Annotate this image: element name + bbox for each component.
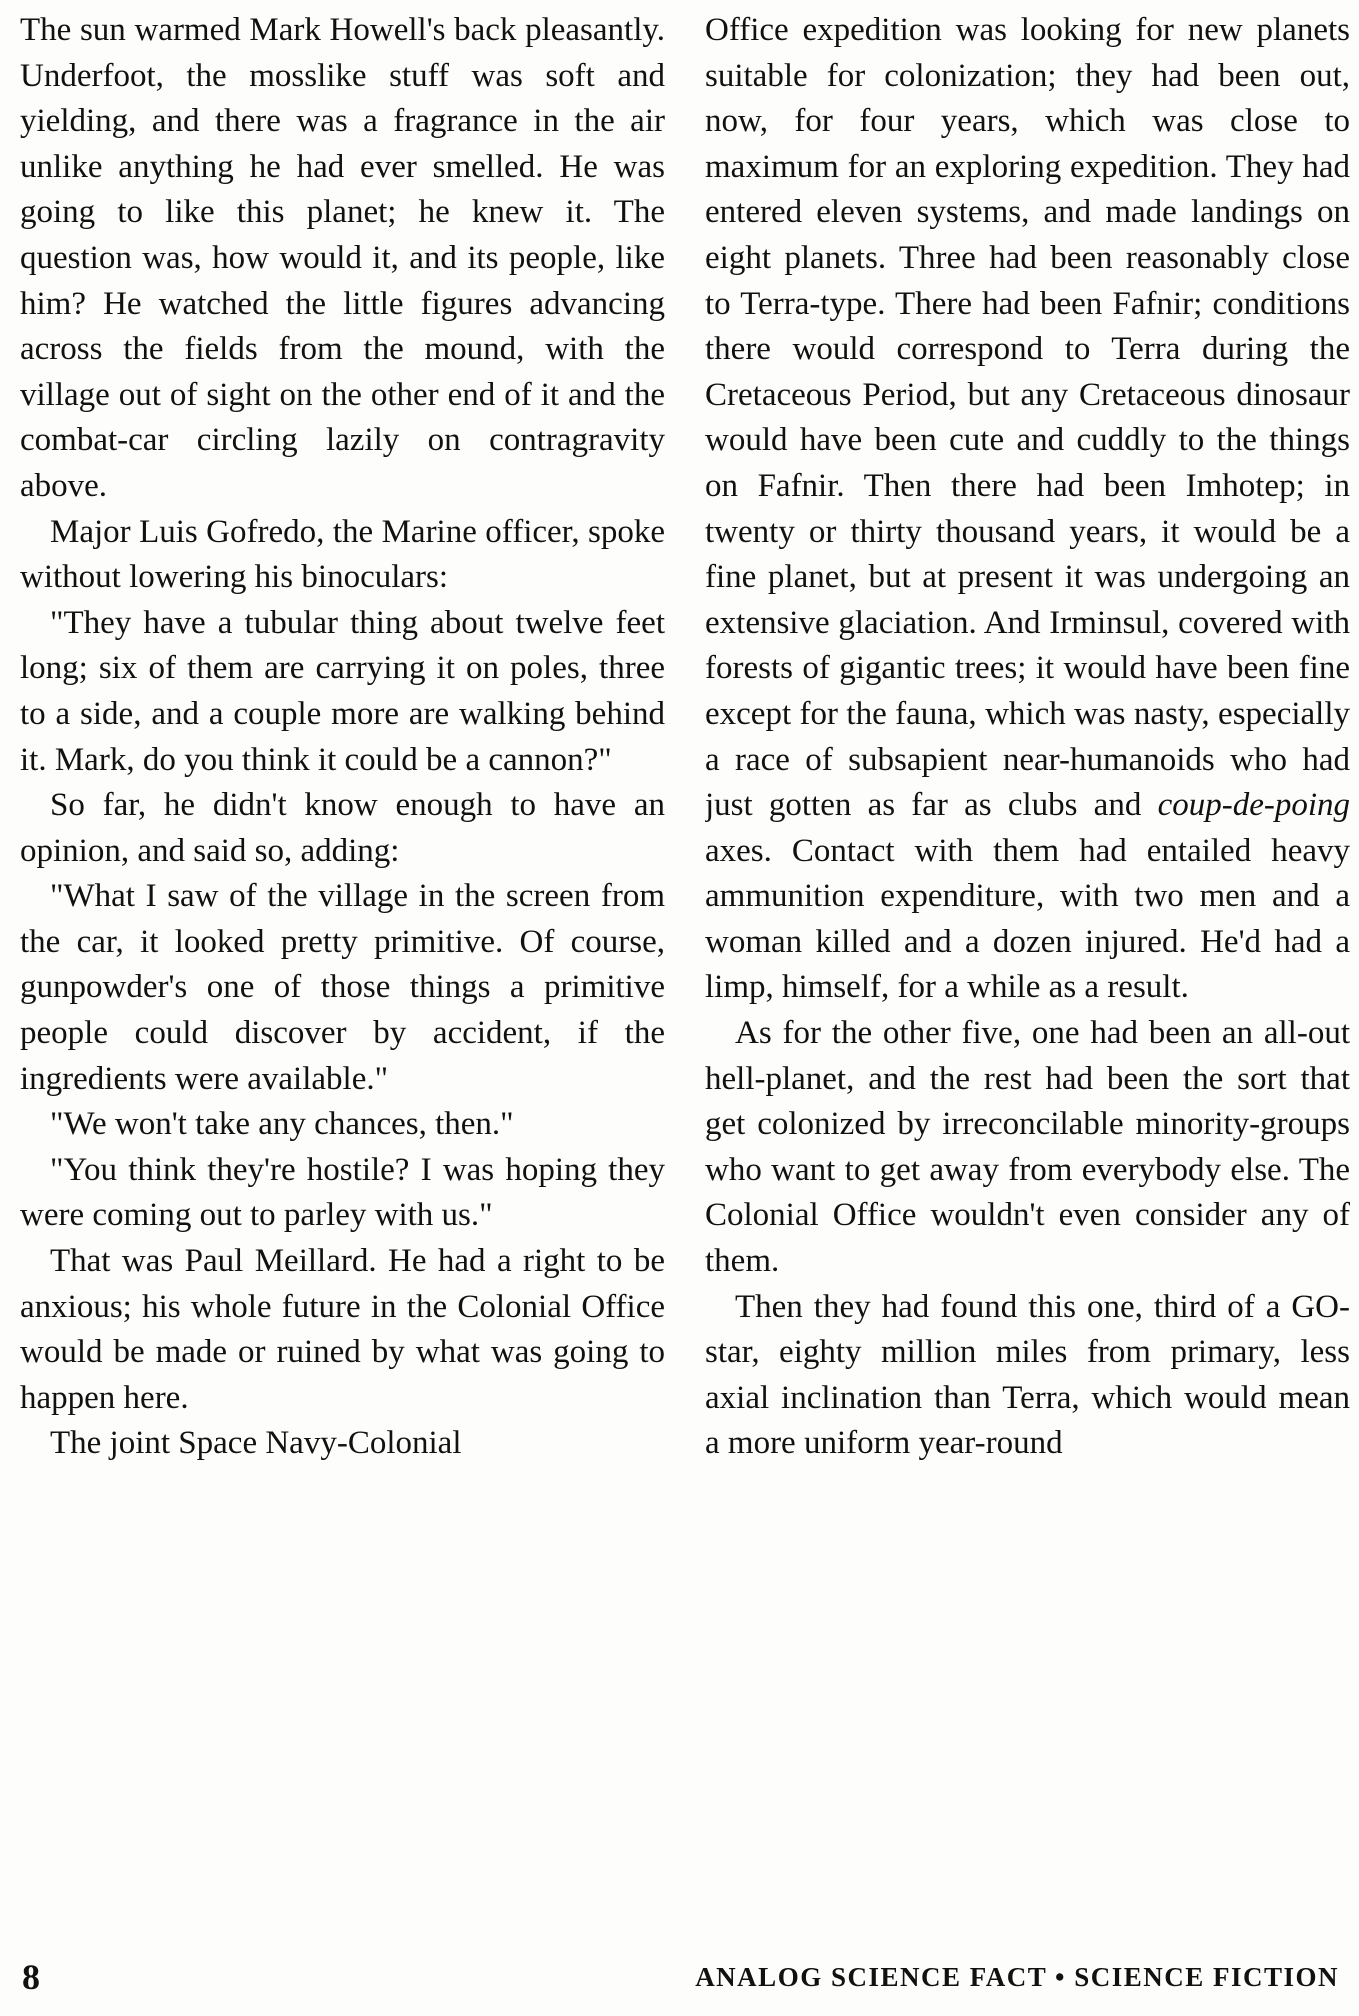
- paragraph: [705, 8, 1350, 1011]
- paragraph: Then they had found this one, third of a GO-star, eighty million miles from primary, less axial inclination than Terra, which would mean a more uniform year-round: [705, 1288, 1350, 1462]
- text-columns: [20, 8, 1350, 1913]
- paragraph: That was Paul Meillard. He had a right to be anxious; his whole future in the Colonial Office would be made or ruined by what was going to happen here.: [20, 1243, 665, 1416]
- paragraph-text: Office expedition was looking for new planets suitable for colonization; they had been out, now, for four years, which was close to maximum for an exploring expedition. They had entered eleven systems, and made landings on eight planets. Three had been reasonably close to Terra-type. There had been Fafnir; conditions there would correspond to Terra during the Cretaceous Period, but any Cretaceous dinosaur would have been cute and cuddly to the things on Fafnir. Then there had been Imhotep; in twenty or thirty thousand years, it would be a fine planet, but at present it was undergoing an extensive glaciation. And Irminsul, covered with forests of gigantic trees; it would have been fine except for the fauna, which was nasty, especially a race of subsapient near-humanoids who had just gotten as far as clubs and: [705, 12, 1350, 824]
- right-column: [705, 8, 1350, 1913]
- paragraph: "What I saw of the village in the screen from the car, it looked pretty primitive. Of course, gunpowder's one of those things a primitive people could discover by accident, if the ingredients were available.": [20, 878, 665, 1097]
- paragraph: "You think they're hostile? I was hoping they were coming out to parley with us.": [20, 1151, 665, 1234]
- paragraph: "We won't take any chances, then.": [50, 1106, 514, 1143]
- paragraph: The joint Space Navy-Colonial: [50, 1425, 462, 1462]
- paragraph-text: axes. Contact with them had entailed heavy ammunition expenditure, with two men and a woman killed and a dozen injured. He'd had a limp, himself, for a while as a result.: [705, 832, 1350, 1006]
- paragraph: As for the other five, one had been an all-out hell-planet, and the rest had been the sort that get colonized by irreconcilable minority-groups who want to get away from everybody else. The Colonial Office wouldn't even consider any of them.: [705, 1015, 1350, 1280]
- paragraph: Major Luis Gofredo, the Marine officer, spoke without lowering his binoculars:: [20, 513, 665, 596]
- paragraph: So far, he didn't know enough to have an opinion, and said so, adding:: [20, 787, 665, 869]
- paragraph: The sun warmed Mark Howell's back pleasantly. Underfoot, the mosslike stuff was soft and yielding, and there was a fragrance in the air unlike anything he had ever smelled. He was going to like this planet; he knew it. The question was, how would it, and its people, like him? He watched the little figures advancing across the fields from the mound, with the village out of sight on the other end of it and the combat-car circling lazily on contragravity above.: [20, 12, 665, 504]
- page-footer: [22, 1955, 1339, 1999]
- page-number: 8: [22, 1957, 40, 1997]
- running-head: ANALOG SCIENCE FACT • SCIENCE FICTION: [695, 1961, 1339, 1992]
- italic-term: coup-de-poing: [1157, 787, 1350, 824]
- left-column: [20, 8, 665, 1913]
- paragraph: "They have a tubular thing about twelve feet long; six of them are carrying it on poles, three to a side, and a couple more are walking behind it. Mark, do you think it could be a cannon?": [20, 604, 665, 778]
